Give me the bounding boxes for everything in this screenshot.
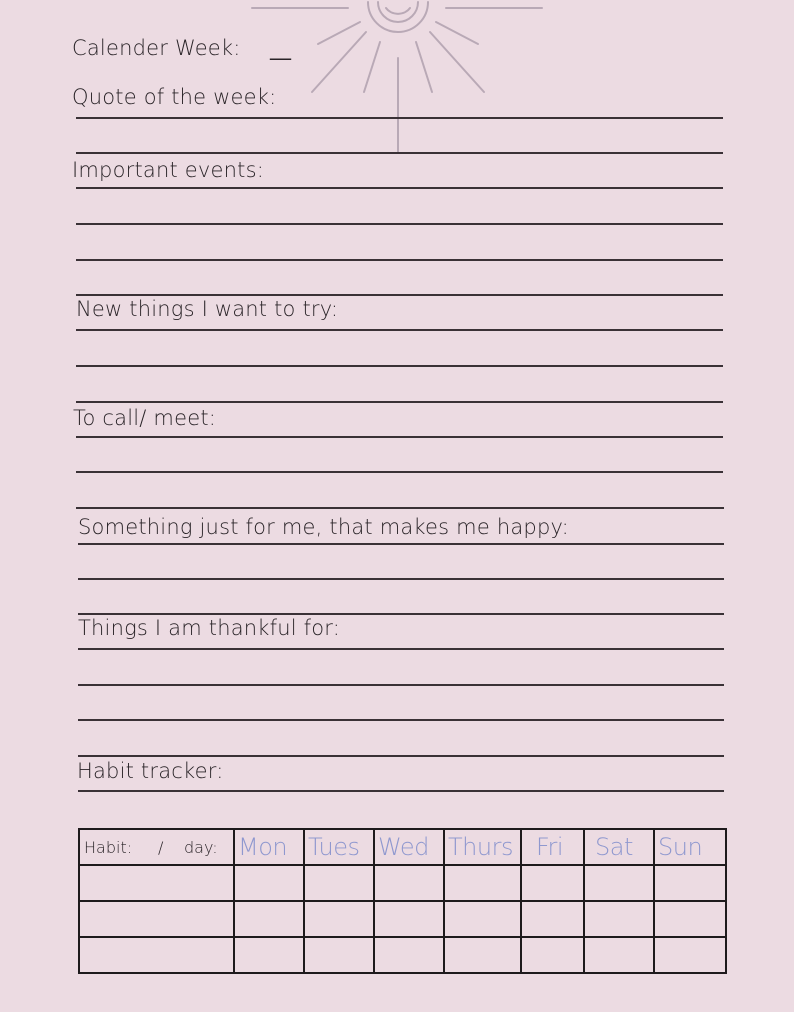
habit-day-header: [79, 829, 234, 865]
habit-table: [78, 828, 727, 974]
habit-label: Habit:: [84, 837, 133, 857]
new-things-label: New things I want to try:: [76, 297, 339, 321]
day-header-sat: Sat: [584, 829, 654, 865]
habit-row: [79, 901, 726, 937]
habit-cell[interactable]: [374, 901, 444, 937]
habit-cell[interactable]: [374, 937, 444, 973]
habit-cell[interactable]: [234, 865, 304, 901]
thankful-line-3[interactable]: [78, 719, 724, 721]
quote-label: Quote of the week:: [72, 85, 277, 109]
habit-cell[interactable]: [521, 901, 584, 937]
habit-cell[interactable]: [444, 865, 521, 901]
habit-row: [79, 865, 726, 901]
habit-name-cell[interactable]: [79, 901, 234, 937]
call-line-2[interactable]: [76, 471, 723, 473]
day-header-mon: Mon: [234, 829, 304, 865]
habit-cell[interactable]: [584, 901, 654, 937]
slash: /: [158, 837, 164, 857]
habit-tracker-line: [78, 790, 724, 792]
events-line-2[interactable]: [76, 223, 723, 225]
habit-name-cell[interactable]: [79, 865, 234, 901]
quote-line-1[interactable]: [76, 117, 723, 119]
day-header-tues: Tues: [304, 829, 374, 865]
day-header-sun: Sun: [654, 829, 726, 865]
habit-cell[interactable]: [584, 865, 654, 901]
day-header-wed: Wed: [374, 829, 444, 865]
important-events-label: Important events:: [72, 158, 265, 182]
new-things-line-2[interactable]: [76, 365, 723, 367]
new-things-line-3[interactable]: [76, 401, 723, 403]
habit-cell[interactable]: [521, 865, 584, 901]
habit-cell[interactable]: [374, 865, 444, 901]
events-line-3[interactable]: [76, 259, 723, 261]
habit-header-row: [79, 829, 726, 865]
just-for-me-line-2[interactable]: [78, 578, 724, 580]
day-header-thurs: Thurs: [444, 829, 521, 865]
habit-cell[interactable]: [654, 865, 726, 901]
habit-row: [79, 937, 726, 973]
events-line-1[interactable]: [76, 187, 723, 189]
thankful-line-4[interactable]: [78, 755, 724, 757]
quote-line-2[interactable]: [76, 152, 723, 154]
calendar-week-value[interactable]: __: [270, 36, 291, 60]
call-line-3[interactable]: [76, 507, 724, 509]
habit-cell[interactable]: [654, 937, 726, 973]
habit-cell[interactable]: [654, 901, 726, 937]
events-line-4[interactable]: [76, 294, 723, 296]
thankful-line-2[interactable]: [78, 684, 724, 686]
habit-name-cell[interactable]: [79, 937, 234, 973]
to-call-meet-label: To call/ meet:: [73, 406, 217, 430]
just-for-me-label: Something just for me, that makes me happy:: [78, 515, 569, 539]
habit-cell[interactable]: [444, 937, 521, 973]
habit-cell[interactable]: [521, 937, 584, 973]
habit-cell[interactable]: [234, 937, 304, 973]
habit-cell[interactable]: [444, 901, 521, 937]
just-for-me-line-1[interactable]: [78, 543, 724, 545]
habit-cell[interactable]: [584, 937, 654, 973]
habit-tracker-label: Habit tracker:: [77, 759, 224, 783]
habit-cell[interactable]: [304, 865, 374, 901]
thankful-line-1[interactable]: [78, 648, 724, 650]
calendar-week-label: Calender Week:: [72, 36, 241, 60]
thankful-label: Things I am thankful for:: [78, 616, 341, 640]
just-for-me-line-3[interactable]: [78, 613, 724, 615]
new-things-line-1[interactable]: [76, 329, 723, 331]
habit-cell[interactable]: [304, 937, 374, 973]
day-label: day:: [184, 837, 218, 857]
habit-cell[interactable]: [304, 901, 374, 937]
habit-cell[interactable]: [234, 901, 304, 937]
call-line-1[interactable]: [76, 436, 723, 438]
day-header-fri: Fri: [521, 829, 584, 865]
